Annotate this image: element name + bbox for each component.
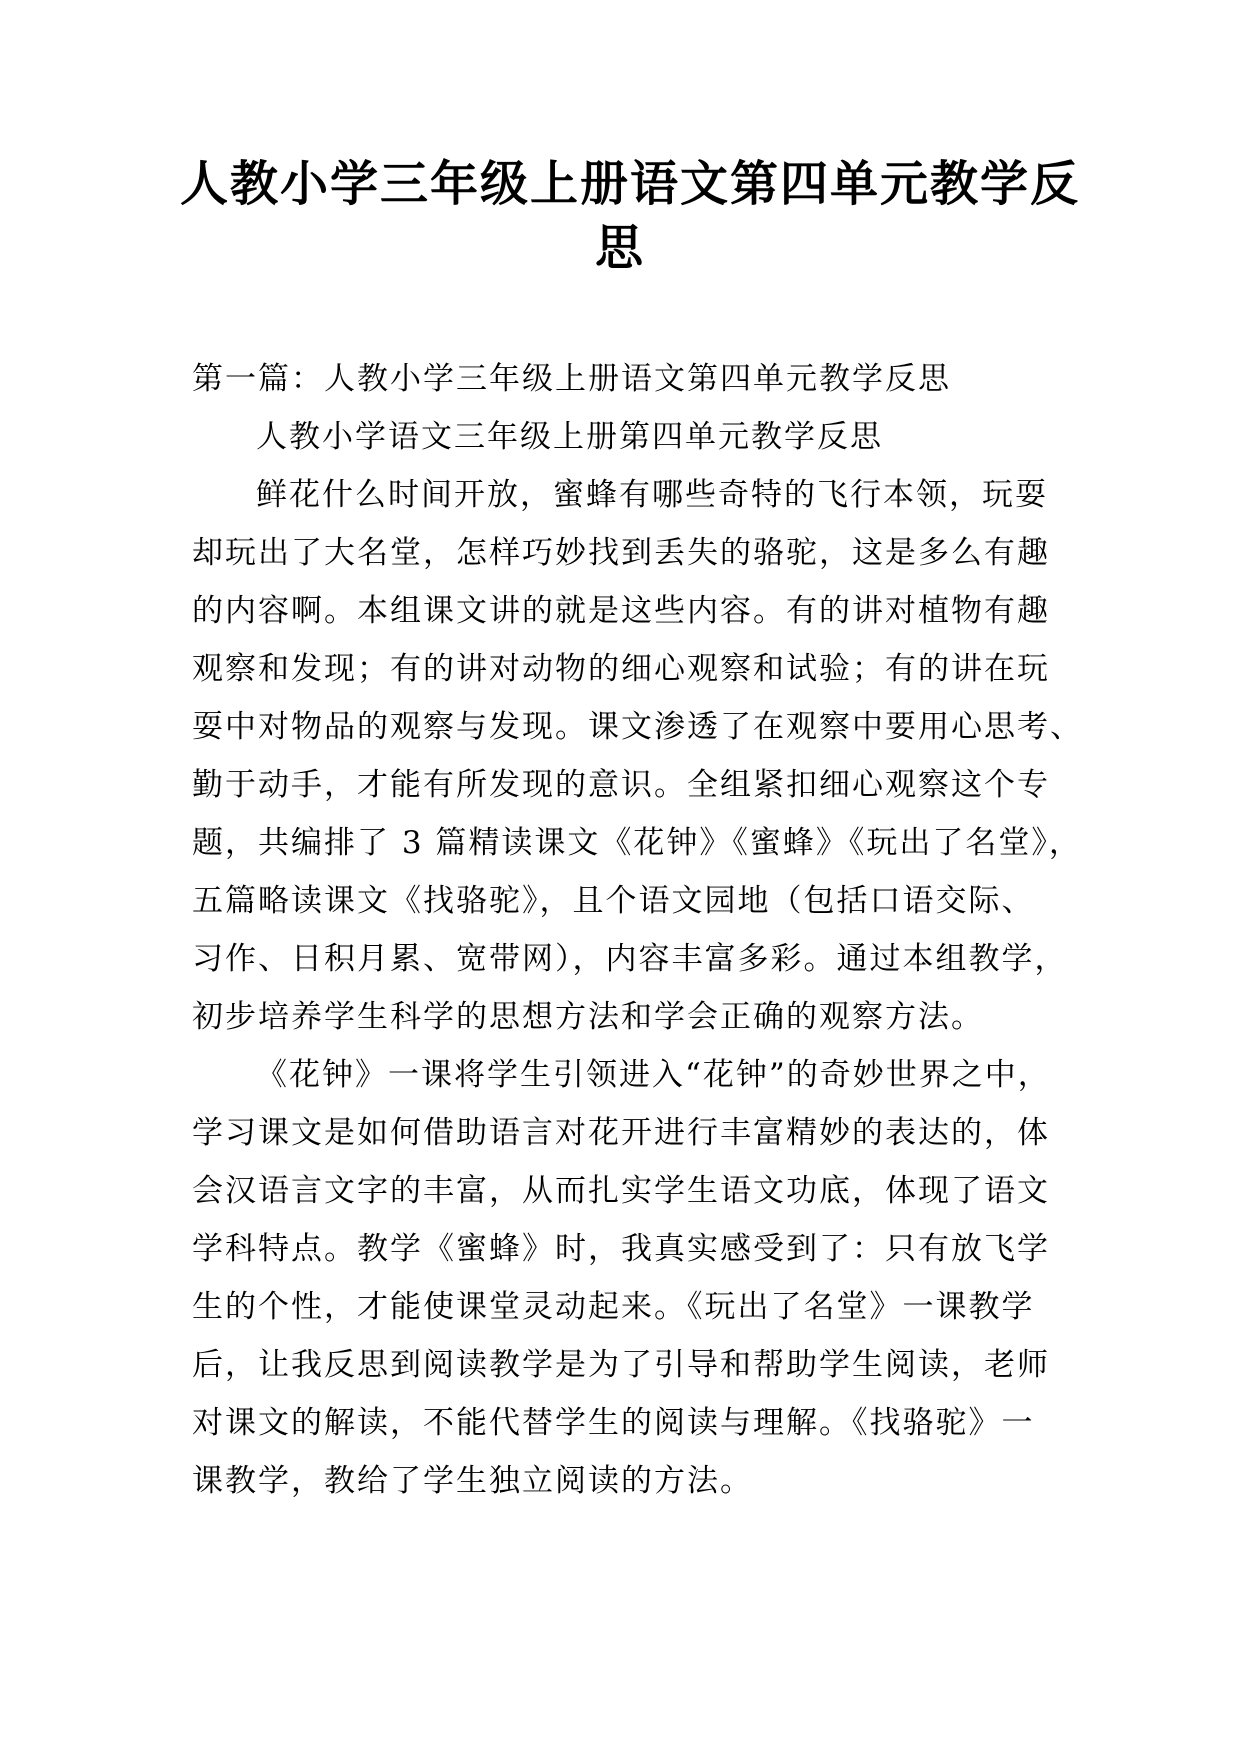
paragraph-line: 对课文的解读，不能代替学生的阅读与理解。《找骆驼》一 bbox=[192, 1405, 1035, 1441]
paragraph-line: 耍中对物品的观察与发现。课文渗透了在观察中要用心思考、 bbox=[192, 709, 1083, 745]
paragraph-line: 课教学，教给了学生独立阅读的方法。 bbox=[192, 1463, 753, 1499]
paragraph-line: 初步培养学生科学的思想方法和学会正确的观察方法。 bbox=[192, 999, 984, 1035]
paragraph-line: 的内容啊。本组课文讲的就是这些内容。有的讲对植物有趣 bbox=[192, 593, 1050, 629]
paragraph-line: 题，共编排了 3 篇精读课文《花钟》《蜜蜂》《玩出了名堂》， bbox=[192, 825, 1082, 861]
paragraph-line: 学习课文是如何借助语言对花开进行丰富精妙的表达的，体 bbox=[192, 1115, 1050, 1151]
title-line: 思 bbox=[594, 220, 645, 276]
paragraph-line: 《花钟》一课将学生引领进入“花钟”的奇妙世界之中， bbox=[256, 1057, 1051, 1093]
paragraph-2 bbox=[192, 1046, 1084, 1510]
section-heading: 第一篇：人教小学三年级上册语文第四单元教学反思 bbox=[192, 361, 951, 397]
paragraph-1 bbox=[192, 466, 1084, 1046]
document-title bbox=[180, 152, 1081, 280]
paragraph-line: 会汉语言文字的丰富，从而扎实学生语文功底，体现了语文 bbox=[192, 1173, 1050, 1209]
paragraph-line: 观察和发现；有的讲对动物的细心观察和试验；有的讲在玩 bbox=[192, 651, 1050, 687]
paragraph-line: 勤于动手，才能有所发现的意识。全组紧扣细心观察这个专 bbox=[192, 767, 1050, 803]
title-line: 人教小学三年级上册语文第四单元教学反 bbox=[180, 156, 1081, 212]
paragraph-line: 习作、日积月累、宽带网），内容丰富多彩。通过本组教学， bbox=[192, 941, 1068, 977]
section-subheading: 人教小学语文三年级上册第四单元教学反思 bbox=[256, 419, 883, 455]
paragraph-line: 学科特点。教学《蜜蜂》时，我真实感受到了：只有放飞学 bbox=[192, 1231, 1050, 1267]
document-body bbox=[192, 350, 1084, 1510]
paragraph-line: 后，让我反思到阅读教学是为了引导和帮助学生阅读，老师 bbox=[192, 1347, 1050, 1383]
paragraph-line: 鲜花什么时间开放，蜜蜂有哪些奇特的飞行本领，玩耍 bbox=[256, 477, 1048, 513]
paragraph-line: 五篇略读课文《找骆驼》，且个语文园地（包括口语交际、 bbox=[192, 883, 1035, 919]
paragraph-line: 却玩出了大名堂，怎样巧妙找到丢失的骆驼，这是多么有趣 bbox=[192, 535, 1050, 571]
paragraph-line: 生的个性，才能使课堂灵动起来。《玩出了名堂》一课教学 bbox=[192, 1289, 1035, 1325]
